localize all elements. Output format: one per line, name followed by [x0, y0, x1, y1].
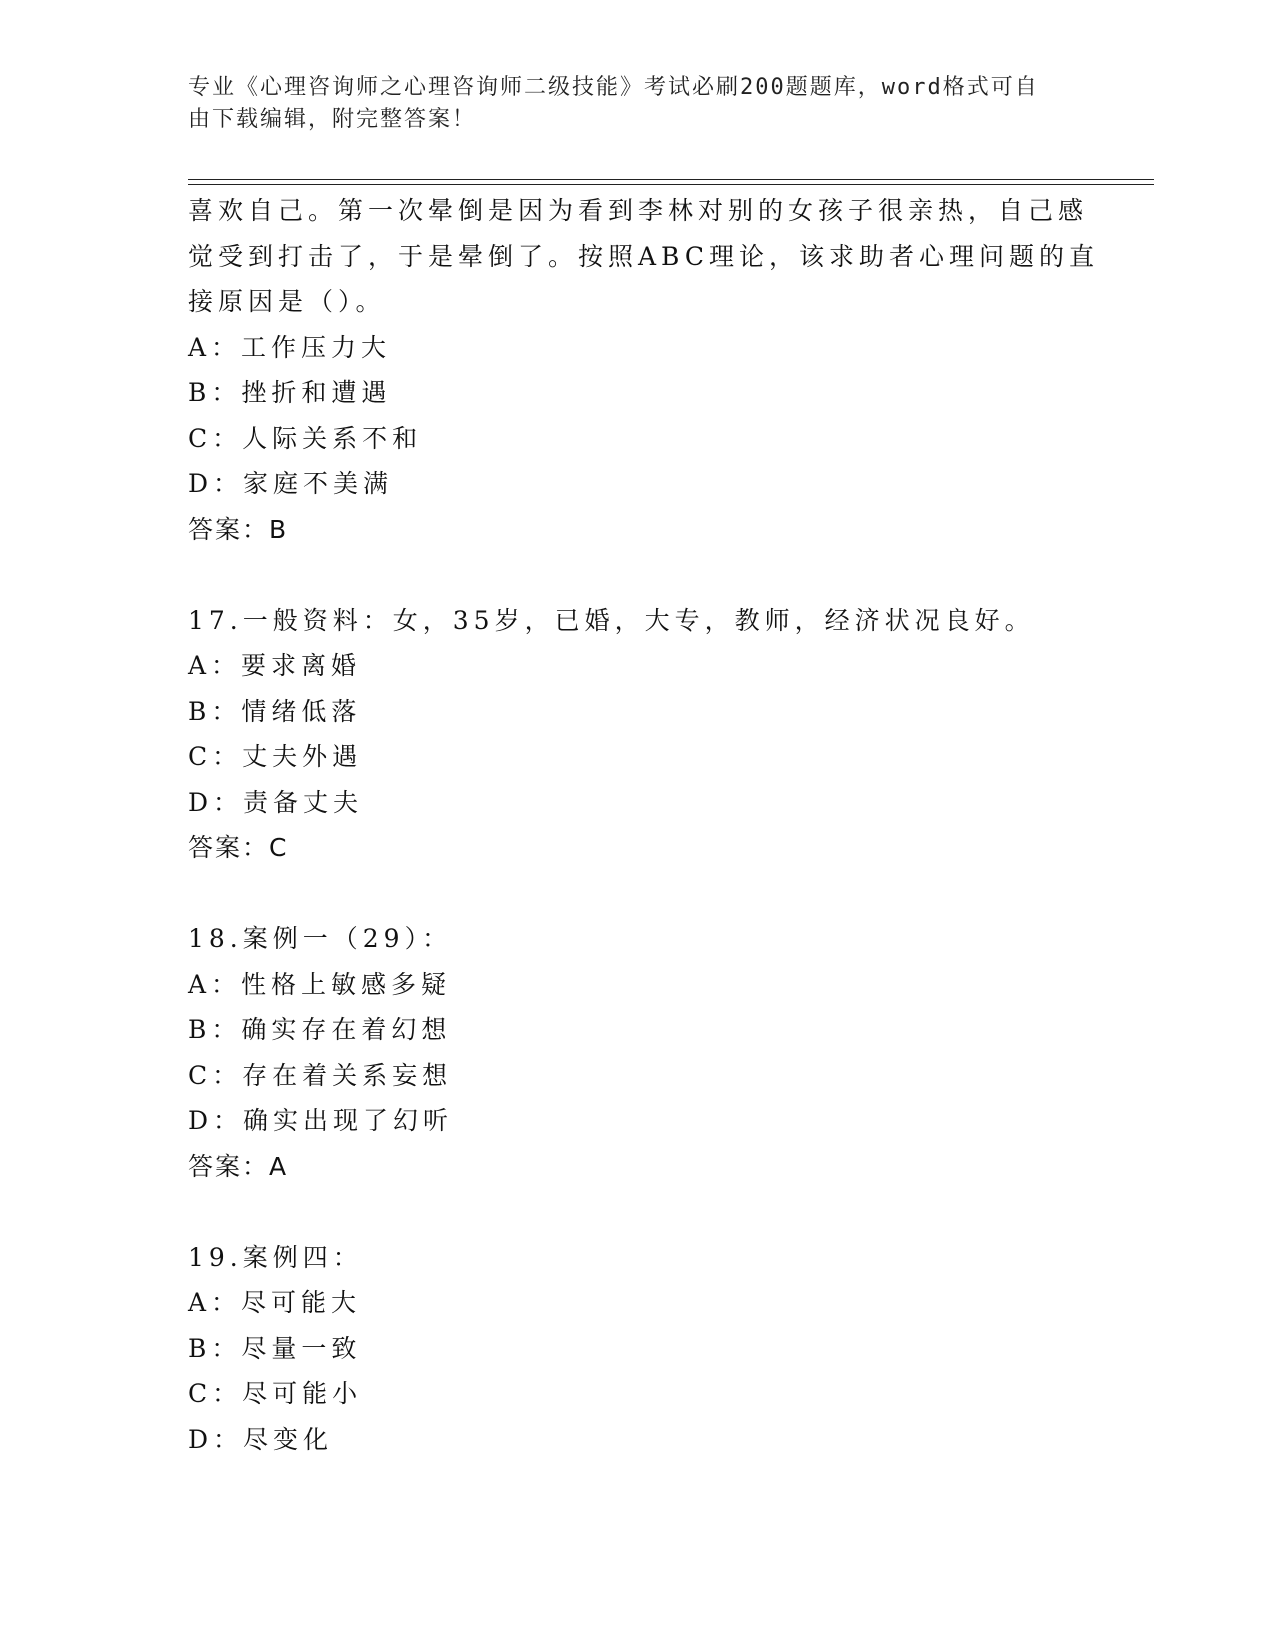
question-stem-line: 接原因是（）。 — [188, 287, 386, 316]
option-d: D：尽变化 — [188, 1424, 334, 1454]
option-d: D：家庭不美满 — [188, 469, 394, 498]
option-c: C：尽可能小 — [188, 1379, 363, 1408]
option-a: A：尽可能大 — [188, 1288, 362, 1317]
document-header — [188, 72, 1068, 136]
header-divider-top — [188, 179, 1154, 180]
question-19 — [188, 1235, 1088, 1463]
question-stem-line: 觉受到打击了，于是晕倒了。按照ABC理论，该求助者心理问题的直 — [188, 241, 1100, 271]
answer-line: 答案：B — [188, 514, 289, 544]
question-stem: 18.案例一（29）： — [188, 924, 453, 953]
option-c: C：丈夫外遇 — [188, 742, 363, 771]
answer-line: 答案：C — [188, 833, 289, 862]
option-a: A：要求离婚 — [188, 651, 362, 680]
option-b: B：确实存在着幻想 — [188, 1015, 452, 1044]
option-d: D：确实出现了幻听 — [188, 1106, 454, 1135]
option-b: B：情绪低落 — [188, 696, 362, 726]
option-c: C：人际关系不和 — [188, 423, 423, 453]
option-b: B：挫折和遭遇 — [188, 378, 392, 407]
header-line-1: 专业《心理咨询师之心理咨询师二级技能》考试必刷200题题库，word格式可自 — [188, 75, 1039, 100]
question-stem: 17.一般资料：女，35岁，已婚，大专，教师，经济状况良好。 — [188, 605, 1035, 635]
option-a: A：性格上敏感多疑 — [188, 969, 452, 999]
question-17 — [188, 598, 1088, 871]
header-divider-bottom — [188, 184, 1154, 185]
question-stem-line: 喜欢自己。第一次晕倒是因为看到李林对别的女孩子很亲热，自己感 — [188, 196, 1089, 225]
option-b: B：尽量一致 — [188, 1333, 362, 1363]
question-16-continued — [188, 188, 1100, 552]
option-d: D：责备丈夫 — [188, 787, 364, 817]
question-stem: 19.案例四： — [188, 1242, 363, 1272]
option-c: C：存在着关系妄想 — [188, 1060, 453, 1090]
question-18 — [188, 916, 1088, 1189]
header-line-2: 由下载编辑，附完整答案！ — [188, 107, 477, 132]
question-content — [188, 188, 1100, 1462]
option-a: A：工作压力大 — [188, 332, 392, 362]
answer-line: 答案：A — [188, 1151, 289, 1181]
